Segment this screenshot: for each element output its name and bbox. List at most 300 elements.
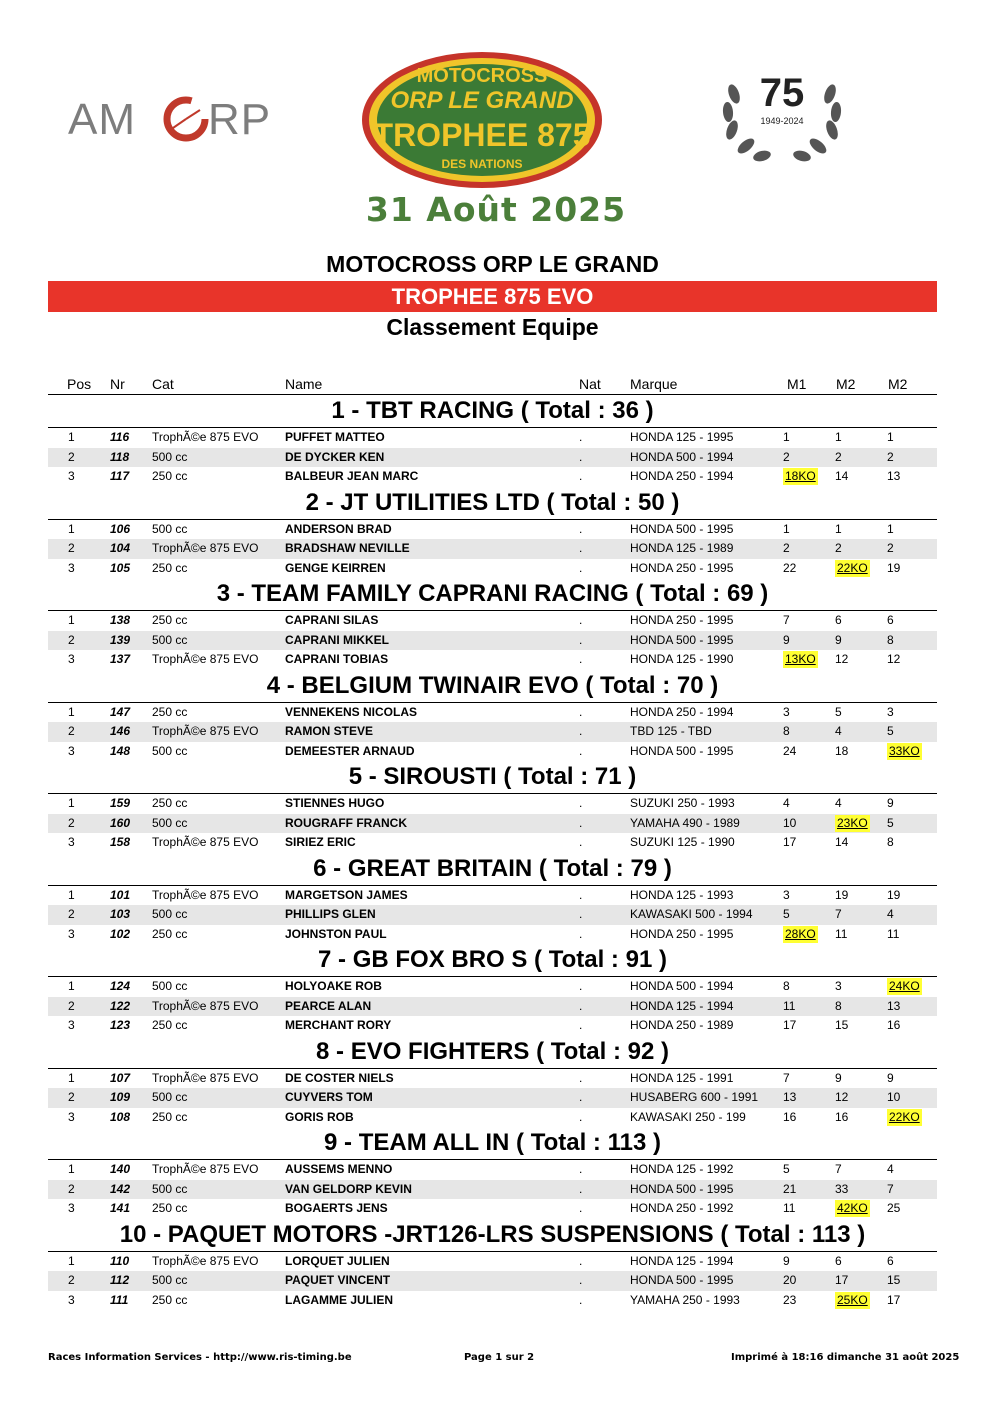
cell-m2: 16 [835,1109,849,1124]
cell-brand: HONDA 250 - 1989 [630,1018,734,1032]
cell-m3: 6 [887,613,894,627]
cell-nat: . [579,1090,583,1104]
table-row [48,1160,937,1180]
team-title: 9 - TEAM ALL IN ( Total : 113 ) [48,1127,937,1160]
cell-m2: 8 [835,998,842,1013]
cell-pos: 2 [68,724,75,738]
cell-m1: 20 [783,1273,797,1287]
cell-m2: 7 [835,907,842,921]
cell-name: BOGAERTS JENS [285,1201,388,1215]
cell-pos: 1 [68,1070,75,1085]
cell-nr: 112 [110,1273,130,1287]
team-title: 6 - GREAT BRITAIN ( Total : 79 ) [48,853,937,886]
cell-brand: HONDA 250 - 1995 [630,613,734,627]
cell-pos: 2 [68,1273,75,1287]
table-row [48,631,937,651]
team-block [48,670,937,762]
cell-pos: 2 [68,907,75,921]
col-nr: Nr [110,376,125,392]
team-block [48,1127,937,1219]
cell-m2: 2 [835,541,842,555]
cell-m2: 6 [835,1253,842,1268]
team-title: 10 - PAQUET MOTORS -JRT126-LRS SUSPENSIONS ( Total : 113 ) [48,1219,937,1252]
cell-name: VAN GELDORP KEVIN [285,1181,412,1196]
cell-pos: 2 [68,541,75,555]
anniversary-years: 1949-2024 [760,116,804,126]
cell-brand: SUZUKI 125 - 1990 [630,835,735,849]
cell-m1: 21 [783,1181,797,1196]
cell-m3: 9 [887,796,894,810]
cell-name: PAQUET VINCENT [285,1273,391,1287]
cell-cat: TrophÃ©e 875 EVO [152,1070,259,1085]
col-name: Name [285,376,323,392]
cell-m3: 13 [887,469,901,483]
cell-m1: 1 [783,521,790,536]
table-row [48,650,937,670]
cell-name: CUYVERS TOM [285,1090,373,1104]
cell-m2: 14 [835,469,849,483]
cell-pos: 1 [68,704,75,719]
cell-nat: . [579,613,583,627]
cell-m3: 9 [887,1070,894,1085]
cell-m3: 16 [887,1018,901,1032]
cell-pos: 2 [68,998,75,1013]
cell-name: JOHNSTON PAUL [285,926,387,941]
cell-pos: 3 [68,1201,75,1215]
cell-m1: 11 [783,1201,796,1215]
cell-name: AUSSEMS MENNO [285,1162,393,1176]
ranking-title: Classement Equipe [386,314,599,340]
team-title: 2 - JT UTILITIES LTD ( Total : 50 ) [48,487,937,520]
cell-nr: 124 [110,979,131,993]
cell-nat: . [579,632,583,647]
cell-m3: 11 [887,926,900,941]
cell-brand: HONDA 250 - 1994 [630,469,734,483]
team-title: 3 - TEAM FAMILY CAPRANI RACING ( Total : 69 ) [48,578,937,611]
cell-nat: . [579,1070,583,1085]
cell-nr: 123 [110,1018,131,1032]
cell-brand: HONDA 500 - 1995 [630,1181,734,1196]
cell-m1: 17 [783,835,797,849]
cell-nr: 148 [110,743,131,758]
table-row [48,1108,937,1128]
cell-nat: . [579,743,583,758]
cell-cat: 500 cc [152,1273,188,1287]
cell-m3: 3 [887,704,894,719]
event-date: 31 Août 2025 [365,190,627,229]
column-header-row [48,375,937,395]
cell-brand: YAMAHA 250 - 1993 [630,1292,740,1307]
cell-name: STIENNES HUGO [285,796,385,810]
cell-m2: 11 [835,926,848,941]
cell-m3: 12 [887,652,901,666]
anniversary-75-logo [712,64,852,164]
cell-m1: 16 [783,1109,797,1124]
svg-text:AM: AM [68,95,136,144]
cell-name: LORQUET JULIEN [285,1253,390,1268]
table-row [48,1199,937,1219]
col-brand: Marque [630,376,678,392]
cell-nr: 101 [110,887,131,902]
cell-m2: 14 [835,835,849,849]
cell-name: HOLYOAKE ROB [285,979,382,993]
cell-cat: TrophÃ©e 875 EVO [152,1253,259,1268]
cell-m1: 9 [783,1253,790,1268]
table-row [48,1291,937,1311]
cell-cat: 500 cc [152,1181,188,1196]
cell-m2-ko: 22KO [837,560,868,575]
cell-cat: 250 cc [152,560,188,575]
cell-m1: 1 [783,430,790,444]
wheel-icon [167,100,205,138]
cell-cat: 250 cc [152,704,188,719]
badge-line-1: MOTOCROSS [416,65,548,87]
table-row [48,520,937,540]
cell-pos: 3 [68,1018,75,1032]
cell-nr: 109 [110,1090,131,1104]
cell-m2: 3 [835,979,842,993]
cell-m1: 5 [783,907,790,921]
team-rows [48,977,937,1036]
cell-name: SIRIEZ ERIC [285,835,356,849]
cell-nr: 158 [110,835,131,849]
cell-brand: KAWASAKI 500 - 1994 [630,907,753,921]
table-row [48,977,937,997]
cell-name: VENNEKENS NICOLAS [285,704,418,719]
cell-pos: 2 [68,815,75,830]
table-row [48,1088,937,1108]
cell-m2: 1 [835,521,842,536]
team-title: 4 - BELGIUM TWINAIR EVO ( Total : 70 ) [48,670,937,703]
cell-brand: HONDA 500 - 1995 [630,1273,734,1287]
team-rows [48,1069,937,1128]
cell-nr: 147 [110,704,131,719]
cell-pos: 1 [68,796,75,810]
cell-cat: TrophÃ©e 875 EVO [152,1162,259,1176]
cell-m3: 19 [887,560,901,575]
cell-name: CAPRANI TOBIAS [285,652,389,666]
table-row [48,905,937,925]
cell-nat: . [579,1018,583,1032]
cell-pos: 1 [68,613,75,627]
cell-nat: . [579,704,583,719]
cell-brand: HONDA 125 - 1994 [630,1253,734,1268]
team-rows [48,703,937,762]
team-block [48,487,937,579]
cell-brand: HONDA 500 - 1995 [630,632,734,647]
cell-m3: 8 [887,632,894,647]
cell-brand: HUSABERG 600 - 1991 [630,1090,759,1104]
cell-nat: . [579,1181,583,1196]
cell-name: MERCHANT RORY [285,1018,392,1032]
cell-m1: 7 [783,1070,790,1085]
cell-nr: 105 [110,560,131,575]
badge-line-3: TROPHEE 875 [373,117,591,153]
cell-m2: 5 [835,704,842,719]
cell-m1: 23 [783,1292,797,1307]
cell-cat: 250 cc [152,1109,188,1124]
cell-m3: 5 [887,815,894,830]
cell-m1: 17 [783,1018,797,1032]
cell-pos: 3 [68,1109,75,1124]
cell-nr: 141 [110,1201,131,1215]
table-row [48,814,937,834]
cell-m1: 11 [783,998,796,1013]
cell-nr: 118 [110,449,130,464]
cell-m1: 5 [783,1162,790,1176]
cell-cat: 250 cc [152,469,188,483]
col-pos: Pos [67,376,92,392]
table-row [48,886,937,906]
cell-m3: 5 [887,724,894,738]
cell-m1: 4 [783,796,790,810]
cell-m2-ko: 25KO [837,1292,868,1307]
cell-cat: 500 cc [152,1090,188,1104]
cell-brand: HONDA 125 - 1989 [630,541,734,555]
cell-brand: HONDA 125 - 1992 [630,1162,734,1176]
cell-m3-ko: 22KO [889,1109,920,1124]
cell-nat: . [579,1292,583,1307]
table-row [48,925,937,945]
cell-m3: 2 [887,541,894,555]
cell-m1: 10 [783,815,797,830]
cell-cat: 500 cc [152,521,188,536]
badge-line-2: ORP LE GRAND [390,87,574,114]
table-row [48,559,937,579]
cell-nat: . [579,469,583,483]
cell-name: RAMON STEVE [285,724,374,738]
cell-pos: 3 [68,1292,75,1307]
cell-brand: HONDA 125 - 1990 [630,652,734,666]
cell-brand: HONDA 250 - 1994 [630,704,734,719]
cell-nr: 107 [110,1070,131,1085]
cell-name: DE COSTER NIELS [285,1070,394,1085]
cell-nr: 116 [110,430,130,444]
team-title: 1 - TBT RACING ( Total : 36 ) [48,395,937,428]
cell-nr: 108 [110,1109,131,1124]
cell-nr: 117 [110,469,130,483]
footer-printed-at: Imprimé à 18:16 dimanche 31 août 2025 [731,1352,960,1363]
cell-name: GENGE KEIRREN [285,560,386,575]
cell-m1: 22 [783,560,797,575]
cell-m2-ko: 23KO [837,815,868,830]
cell-m2: 7 [835,1162,842,1176]
cell-nat: . [579,560,583,575]
cell-nr: 160 [110,815,131,830]
team-title: 5 - SIROUSTI ( Total : 71 ) [48,761,937,794]
cell-nat: . [579,998,583,1013]
cell-nat: . [579,815,583,830]
cell-name: ANDERSON BRAD [285,521,392,536]
table-row [48,833,937,853]
cell-pos: 1 [68,1253,75,1268]
cell-m1: 13 [783,1090,797,1104]
table-row [48,794,937,814]
table-row [48,611,937,631]
cell-nr: 142 [110,1181,131,1196]
table-row [48,428,937,448]
cell-name: CAPRANI MIKKEL [285,632,389,647]
cell-m1: 24 [783,743,797,758]
table-row [48,448,937,468]
cell-nr: 110 [110,1253,130,1268]
cell-nr: 146 [110,724,131,738]
cell-m2: 2 [835,449,842,464]
team-block [48,944,937,1036]
cell-pos: 1 [68,979,75,993]
cell-m2: 17 [835,1273,849,1287]
cell-m3-ko: 33KO [889,743,920,758]
cell-m3-ko: 24KO [889,979,920,993]
cell-cat: 500 cc [152,815,188,830]
trophy-banner: TROPHEE 875 EVO [48,281,937,312]
cell-brand: HONDA 500 - 1994 [630,979,734,993]
team-results-table [48,375,937,1310]
cell-pos: 2 [68,449,75,464]
cell-m1: 8 [783,724,790,738]
cell-brand: HONDA 250 - 1992 [630,1201,734,1215]
table-row [48,1271,937,1291]
table-row [48,742,937,762]
cell-nr: 102 [110,926,131,941]
team-rows [48,1252,937,1311]
cell-nat: . [579,1201,583,1215]
table-row [48,467,937,487]
cell-brand: HONDA 500 - 1994 [630,449,734,464]
cell-cat: TrophÃ©e 875 EVO [152,541,259,555]
cell-name: CAPRANI SILAS [285,613,379,627]
cell-cat: TrophÃ©e 875 EVO [152,724,259,738]
cell-nr: 106 [110,521,131,536]
cell-m3: 15 [887,1273,901,1287]
team-rows [48,1160,937,1219]
cell-nat: . [579,835,583,849]
cell-nr: 137 [110,652,131,666]
cell-brand: HONDA 500 - 1995 [630,743,734,758]
cell-m2: 18 [835,743,849,758]
cell-pos: 1 [68,887,75,902]
col-nat: Nat [579,376,601,392]
cell-nat: . [579,1273,583,1287]
cell-nat: . [579,907,583,921]
cell-name: DEMEESTER ARNAUD [285,743,415,758]
cell-cat: 500 cc [152,743,188,758]
cell-name: PUFFET MATTEO [285,430,385,444]
cell-brand: HONDA 125 - 1994 [630,998,734,1013]
team-block [48,395,937,487]
cell-m1: 7 [783,613,790,627]
cell-pos: 1 [68,521,75,536]
cell-nat: . [579,541,583,555]
cell-nat: . [579,430,583,444]
cell-brand: SUZUKI 250 - 1993 [630,796,735,810]
cell-name: GORIS ROB [285,1109,354,1124]
cell-pos: 1 [68,1162,75,1176]
cell-pos: 2 [68,1181,75,1196]
cell-m2: 9 [835,1070,842,1085]
cell-cat: 500 cc [152,632,188,647]
cell-m2: 12 [835,652,849,666]
table-row [48,997,937,1017]
team-block [48,1219,937,1311]
cell-name: ROUGRAFF FRANCK [285,815,407,830]
col-m3: M2 [888,376,908,392]
cell-pos: 2 [68,632,75,647]
trophee-badge-logo [360,50,605,190]
cell-nat: . [579,521,583,536]
cell-m3: 2 [887,449,894,464]
cell-m3: 25 [887,1201,901,1215]
cell-m2: 6 [835,613,842,627]
cell-nr: 140 [110,1162,131,1176]
cell-brand: HONDA 125 - 1993 [630,887,734,902]
cell-pos: 3 [68,835,75,849]
cell-nr: 139 [110,632,131,647]
cell-m1-ko: 18KO [785,469,816,483]
cell-m3: 6 [887,1253,894,1268]
cell-pos: 1 [68,430,75,444]
cell-nat: . [579,449,583,464]
cell-m2: 19 [835,887,849,902]
footer-page-number: Page 1 sur 2 [464,1352,535,1363]
cell-cat: 250 cc [152,1292,188,1307]
cell-cat: 250 cc [152,796,188,810]
col-m1: M1 [787,376,807,392]
cell-cat: 250 cc [152,1018,188,1032]
cell-brand: YAMAHA 490 - 1989 [630,815,740,830]
table-row [48,1016,937,1036]
team-block [48,761,937,853]
cell-m3: 10 [887,1090,901,1104]
cell-m2: 15 [835,1018,849,1032]
team-rows [48,611,937,670]
table-row [48,722,937,742]
cell-nat: . [579,796,583,810]
table-row [48,1252,937,1272]
cell-m2-ko: 42KO [837,1201,868,1215]
cell-cat: TrophÃ©e 875 EVO [152,652,259,666]
cell-nat: . [579,724,583,738]
cell-name: PEARCE ALAN [285,998,372,1013]
cell-m3: 1 [887,521,894,536]
cell-name: BALBEUR JEAN MARC [285,469,419,483]
cell-cat: TrophÃ©e 875 EVO [152,430,259,444]
table-row [48,539,937,559]
cell-nat: . [579,979,583,993]
cell-m3: 4 [887,1162,894,1176]
table-row [48,703,937,723]
footer-source: Races Information Services - http://www.ris-timing.be [48,1352,352,1363]
cell-nr: 103 [110,907,131,921]
team-title: 8 - EVO FIGHTERS ( Total : 92 ) [48,1036,937,1069]
cell-name: BRADSHAW NEVILLE [285,541,410,555]
cell-nat: . [579,1109,583,1124]
cell-m3: 1 [887,430,894,444]
cell-m1: 8 [783,979,790,993]
cell-name: PHILLIPS GLEN [285,907,376,921]
cell-nat: . [579,1162,583,1176]
cell-brand: HONDA 250 - 1995 [630,560,734,575]
cell-cat: 250 cc [152,1201,188,1215]
cell-m2: 1 [835,430,842,444]
cell-pos: 3 [68,743,75,758]
cell-m3: 8 [887,835,894,849]
team-rows [48,886,937,945]
team-rows [48,794,937,853]
cell-m2: 4 [835,724,842,738]
table-row [48,1180,937,1200]
cell-nr: 159 [110,796,131,810]
